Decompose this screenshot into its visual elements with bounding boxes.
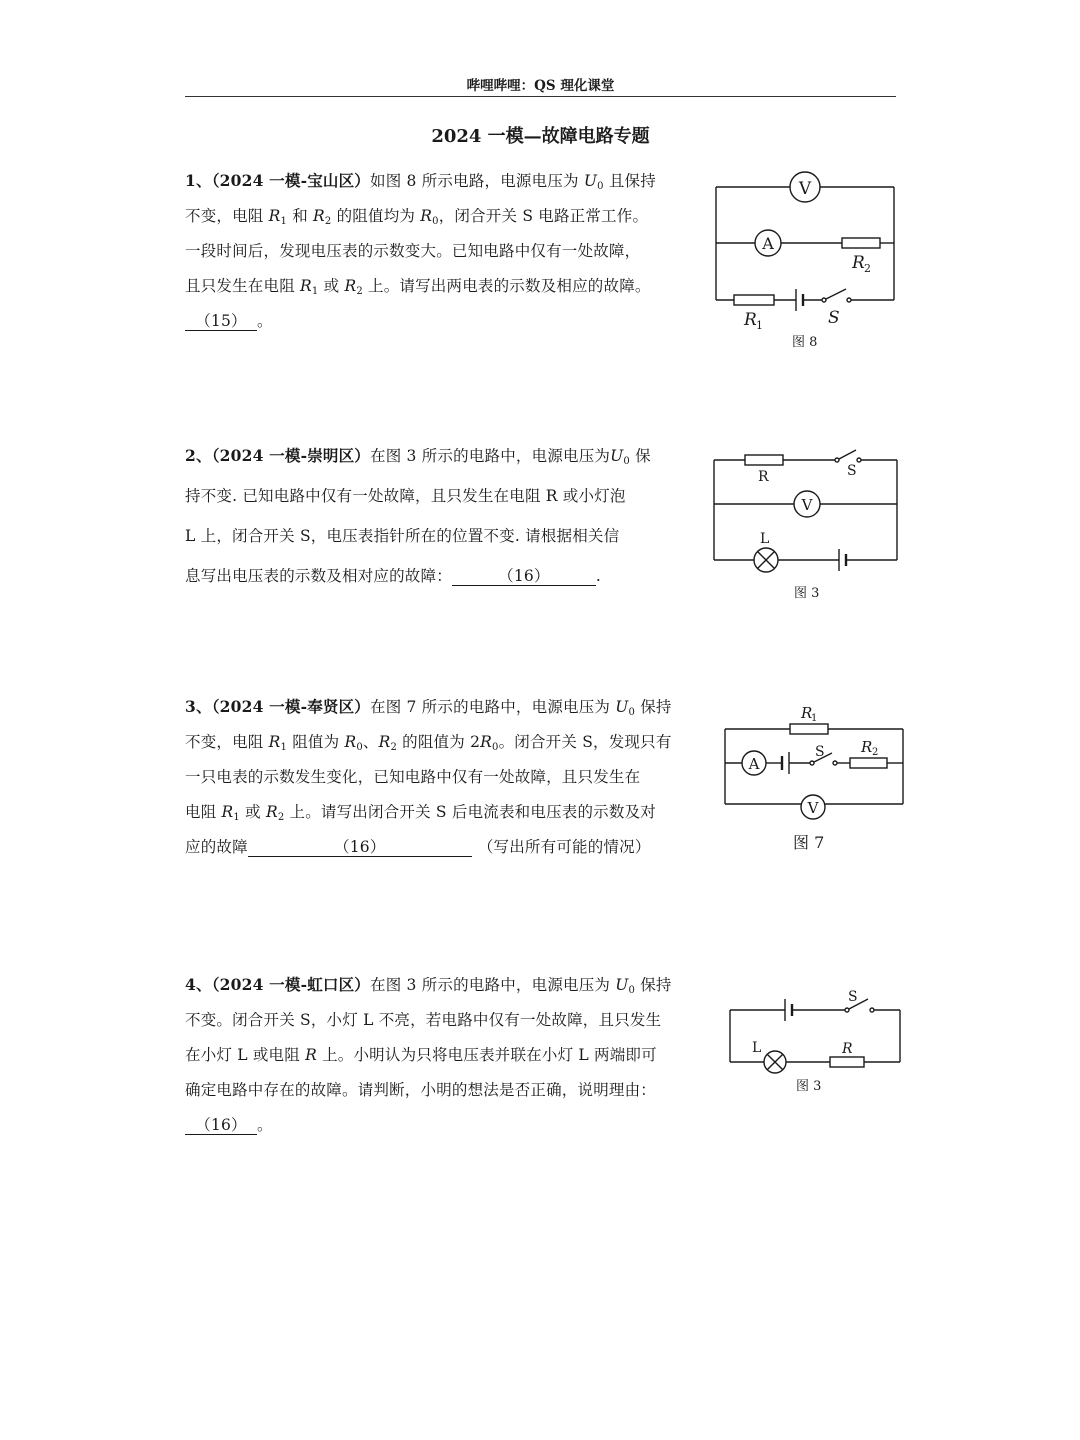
q1-circuit-diagram xyxy=(700,165,910,355)
q3-r-sub: 2 xyxy=(277,812,285,823)
r2-label: R xyxy=(861,738,873,756)
q1-number: 1、 xyxy=(185,171,212,190)
q2-text: 息写出电压表的示数及相对应的故障： xyxy=(185,567,452,585)
voltmeter-label: V xyxy=(801,496,813,514)
switch-label: S xyxy=(848,989,858,1005)
q2-text: . xyxy=(595,567,602,585)
r1-label-sub: 1 xyxy=(811,713,818,724)
q3-text: 。闭合开关 S，发现只有 xyxy=(498,733,672,751)
q1-circuit-figure xyxy=(700,165,910,355)
resistor-r2-icon xyxy=(850,758,887,768)
q1-u-sub: 0 xyxy=(597,181,604,192)
q1-r-symbol: R xyxy=(313,207,325,225)
q3-text: 或 xyxy=(239,803,266,821)
q2-text: 持不变. 已知电路中仅有一处故障，且只发生在电阻 R 或小灯泡 xyxy=(185,487,626,505)
q3-r-sub: 0 xyxy=(356,742,363,753)
r1-label: R xyxy=(801,704,813,722)
q3-text: 电阻 xyxy=(185,803,222,821)
q4-answer-blank[interactable]: （16） xyxy=(185,1117,257,1135)
page-title: 2024 一模—故障电路专题 xyxy=(431,126,650,147)
question-4 xyxy=(185,967,672,1143)
switch-label: S xyxy=(815,744,825,760)
q1-text: 且保持 xyxy=(603,172,656,190)
q3-r-sub: 1 xyxy=(233,812,240,823)
q3-text: 、 xyxy=(362,733,379,751)
q4-text: 。 xyxy=(257,1116,273,1134)
r2-label-sub: 2 xyxy=(864,262,871,275)
switch-terminal xyxy=(845,1008,849,1012)
q2-text: 保 xyxy=(629,447,651,465)
q3-text: 保持 xyxy=(635,698,672,716)
switch-terminal xyxy=(822,298,826,302)
q4-source-tag: （2024 一模-虹口区） xyxy=(211,975,371,994)
q2-circuit-figure xyxy=(700,445,910,605)
q3-r-symbol: R xyxy=(268,733,281,751)
q3-text: 在图 7 所示的电路中，电源电压为 xyxy=(370,698,616,716)
q3-r-symbol: R xyxy=(480,733,493,751)
switch-s-icon xyxy=(826,289,846,299)
q4-circuit-diagram xyxy=(722,985,912,1100)
q3-r-sub: 1 xyxy=(280,742,288,753)
lamp-label: L xyxy=(752,1040,762,1056)
q1-answer-blank[interactable]: （15） xyxy=(185,313,257,331)
switch-terminal xyxy=(810,761,814,765)
q1-r-sub: 1 xyxy=(280,216,288,227)
q4-text: 在图 3 所示的电路中，电源电压为 xyxy=(370,976,616,994)
q3-figure-caption: 图 7 xyxy=(793,833,825,852)
question-2 xyxy=(185,436,651,596)
resistor-r1-icon xyxy=(790,724,828,734)
q3-text: （写出所有可能的情况） xyxy=(477,838,651,856)
q4-u-sub: 0 xyxy=(628,985,636,996)
switch-s-icon xyxy=(839,450,856,459)
q4-circuit-figure xyxy=(722,985,912,1100)
resistor-r2-icon xyxy=(842,238,880,248)
q1-u-symbol: U xyxy=(583,172,598,190)
q1-text: 如图 8 所示电路，电源电压为 xyxy=(370,172,584,190)
voltmeter-label: V xyxy=(798,179,812,199)
q2-number: 2、 xyxy=(185,446,212,465)
q1-figure-caption: 图 8 xyxy=(792,335,818,350)
q3-source-tag: （2024 一模-奉贤区） xyxy=(211,697,371,716)
q3-r-sub: 0 xyxy=(492,742,499,753)
q1-r-sub: 2 xyxy=(324,216,332,227)
switch-label: S xyxy=(847,463,857,479)
q1-r-symbol: R xyxy=(344,277,357,295)
q1-text: 且只发生在电阻 xyxy=(185,277,301,295)
q2-u-symbol: U xyxy=(610,447,624,465)
q1-text: 一段时间后，发现电压表的示数变大。已知电路中仅有一处故障， xyxy=(185,242,641,260)
resistor-label: R xyxy=(842,1041,853,1057)
q4-text: 确定电路中存在的故障。请判断，小明的想法是否正确，说明理由： xyxy=(185,1081,657,1099)
q1-text: 上。请写出两电表的示数及相应的故障。 xyxy=(362,277,651,295)
q1-text: ，闭合开关 S 电路正常工作。 xyxy=(438,207,649,225)
switch-terminal xyxy=(833,761,837,765)
q4-text: 在小灯 L 或电阻 xyxy=(185,1046,306,1064)
switch-terminal xyxy=(870,1008,874,1012)
q3-u-symbol: U xyxy=(615,698,629,716)
resistor-r-icon xyxy=(745,455,783,465)
q2-source-tag: （2024 一模-崇明区） xyxy=(211,446,371,465)
q1-r-sub: 1 xyxy=(311,286,319,297)
q3-text: 阻值为 xyxy=(287,733,345,751)
q3-text: 应的故障 xyxy=(185,838,248,856)
q4-r-symbol: R xyxy=(305,1046,317,1064)
q2-text: 在图 3 所示的电路中，电源电压为 xyxy=(370,447,611,465)
q1-text: 和 xyxy=(287,207,314,225)
q1-r-symbol: R xyxy=(268,207,281,225)
resistor-label: R xyxy=(758,469,769,485)
q1-r-symbol: R xyxy=(420,207,433,225)
switch-terminal xyxy=(847,298,851,302)
q3-number: 3、 xyxy=(185,697,212,716)
q3-text: 一只电表的示数发生变化，已知电路中仅有一处故障，且只发生在 xyxy=(185,768,641,786)
q3-r-symbol: R xyxy=(344,733,357,751)
q3-text: 的阻值为 2 xyxy=(397,733,481,751)
q1-source-tag: （2024 一模-宝山区） xyxy=(211,171,371,190)
switch-terminal xyxy=(857,458,861,462)
q4-text: 不变。闭合开关 S，小灯 L 不亮，若电路中仅有一处故障，且只发生 xyxy=(185,1011,662,1029)
switch-label: S xyxy=(828,308,840,328)
q3-circuit-figure xyxy=(715,700,915,860)
q1-text: 不变，电阻 xyxy=(185,207,269,225)
question-1 xyxy=(185,163,656,339)
ammeter-label: A xyxy=(748,755,760,773)
r1-label-sub: 1 xyxy=(756,319,763,332)
ammeter-label: A xyxy=(762,234,774,253)
q3-r-symbol: R xyxy=(265,803,278,821)
page-header: 哔哩哔哩：QS 理化课堂 xyxy=(185,74,896,97)
q3-r-symbol: R xyxy=(378,733,391,751)
q1-r-sub: 2 xyxy=(356,286,363,297)
r1-label: R xyxy=(744,310,757,330)
q4-text: 保持 xyxy=(635,976,672,994)
q3-text: 上。请写出闭合开关 S 后电流表和电压表的示数及对 xyxy=(284,803,656,821)
resistor-r-icon xyxy=(830,1057,864,1067)
q1-text: 的阻值均为 xyxy=(331,207,421,225)
q3-text: 不变，电阻 xyxy=(185,733,269,751)
q3-r-sub: 2 xyxy=(390,742,398,753)
q4-figure-caption: 图 3 xyxy=(796,1079,822,1094)
voltmeter-label: V xyxy=(807,799,819,817)
q1-text: 。 xyxy=(257,312,273,330)
q2-text: L 上，闭合开关 S，电压表指针所在的位置不变. 请根据相关信 xyxy=(185,527,620,545)
q2-figure-caption: 图 3 xyxy=(794,586,820,601)
lamp-label: L xyxy=(760,531,770,547)
q2-answer-blank[interactable]: （16） xyxy=(452,568,596,586)
r2-label-sub: 2 xyxy=(872,747,879,758)
q1-text: 或 xyxy=(318,277,345,295)
q2-circuit-diagram xyxy=(700,445,910,605)
q1-r-symbol: R xyxy=(300,277,312,295)
q4-u-symbol: U xyxy=(615,976,629,994)
q4-number: 4、 xyxy=(185,975,212,994)
r2-label: R xyxy=(852,253,865,273)
q2-u-sub: 0 xyxy=(623,456,630,467)
q3-answer-blank[interactable]: （16） xyxy=(248,839,472,857)
q3-circuit-diagram xyxy=(715,700,915,860)
switch-terminal xyxy=(835,458,839,462)
resistor-r1-icon xyxy=(734,295,774,305)
q1-r-sub: 0 xyxy=(432,216,439,227)
q3-r-symbol: R xyxy=(221,803,234,821)
question-3 xyxy=(185,689,672,865)
q3-u-sub: 0 xyxy=(628,707,636,718)
q4-text: 上。小明认为只将电压表并联在小灯 L 两端即可 xyxy=(316,1046,657,1064)
